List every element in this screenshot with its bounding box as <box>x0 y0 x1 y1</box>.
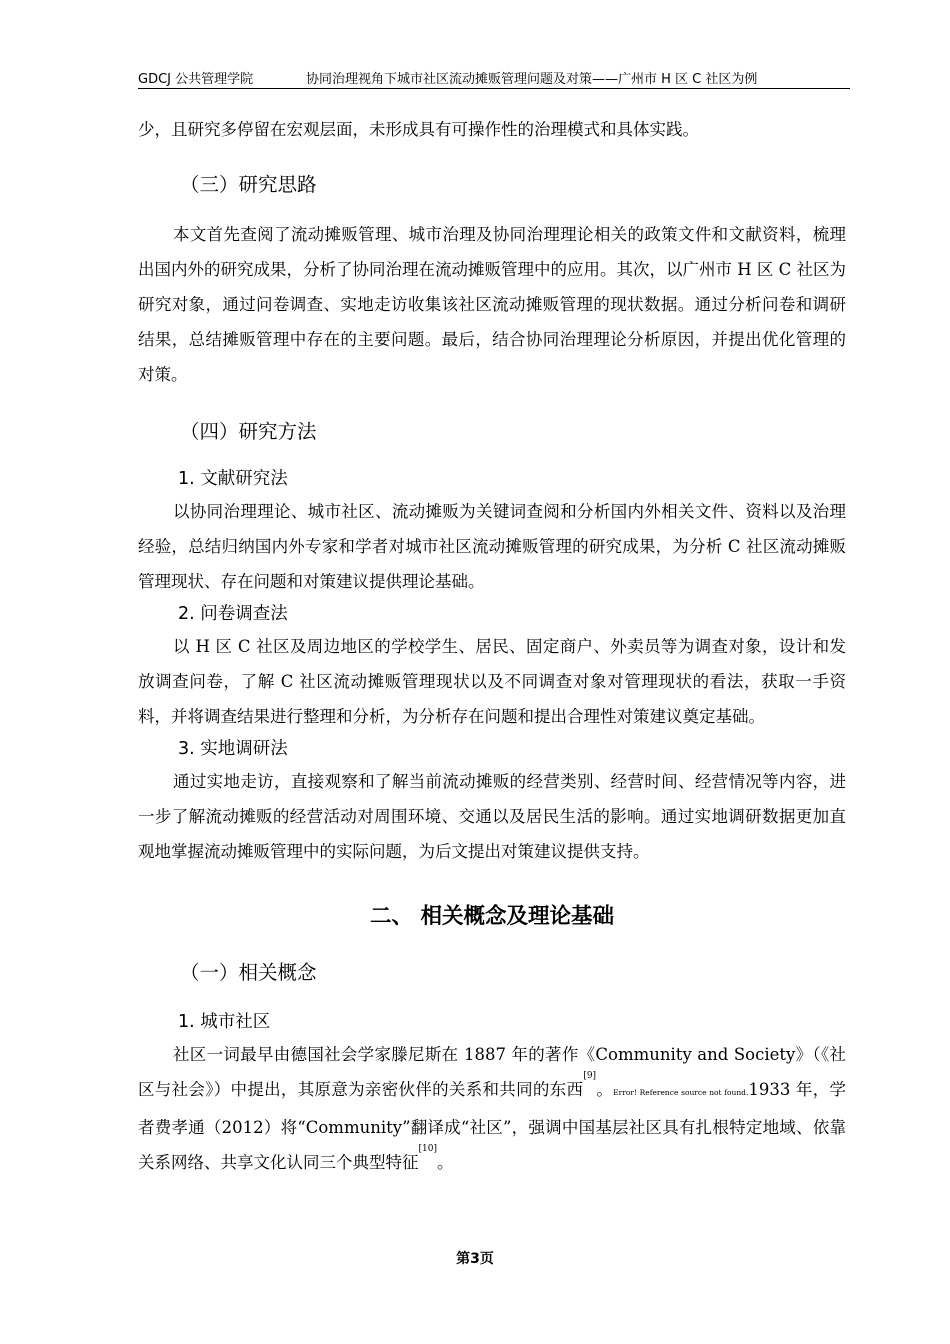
reference-error-text: Error! Reference source not found. <box>613 1088 749 1097</box>
method-2-heading: 2. 问卷调查法 <box>178 604 288 624</box>
concept-1-heading: 1. 城市社区 <box>178 1012 271 1032</box>
intro-paragraph: 少，且研究多停留在宏观层面，未形成具有可操作性的治理模式和具体实践。 <box>138 120 699 139</box>
citation-10: [10] <box>418 1144 437 1154</box>
method-3-paragraph: 通过实地走访，直接观察和了解当前流动摊贩的经营类别、经营时间、经营情况等内容，进一步了解流动摊贩的经营活动对周围环境、交通以及居民生活的影响。通过实地调研数据更加直观地掌握流动摊贩管理中的实际问题，为后文提出对策建议提供支持。 <box>138 772 846 861</box>
header-right-text: 协同治理视角下城市社区流动摊贩管理问题及对策——广州市 H 区 C 社区为例 <box>306 72 758 87</box>
page-number: 第3页 <box>456 1251 494 1267</box>
chapter-2-heading: 二、 相关概念及理论基础 <box>370 904 614 929</box>
method-1-heading: 1. 文献研究法 <box>178 469 288 489</box>
concept-1-text-d: 。 <box>436 1153 454 1172</box>
method-2-paragraph: 以 H 区 C 社区及周边地区的学校学生、居民、固定商户、外卖员等为调查对象，设计和发放调查问卷，了解 C 社区流动摊贩管理现状以及不同调查对象对管理现状的看法，获取一手资料，并将调查结果进行整理和分析，为分析存在问题和提出合理性对策建议奠定基础。 <box>138 637 846 726</box>
concept-1-text-a: 社区一词最早由德国社会学家滕尼斯在 1887 年的著作《Community and Society》（《社区与社会》）中提出，其原意为亲密伙伴的关系和共同的东西 <box>138 1045 846 1099</box>
chapter-2-section-1-heading: （一）相关概念 <box>180 961 317 984</box>
page-content <box>138 112 846 1180</box>
section-3-heading: （三）研究思路 <box>180 173 317 196</box>
citation-9: [9] <box>583 1071 597 1081</box>
concept-1-paragraph <box>138 1037 846 1180</box>
section-4-heading: （四）研究方法 <box>180 420 317 443</box>
method-3-heading: 3. 实地调研法 <box>178 739 288 759</box>
header-left-text: GDCJ 公共管理学院 <box>138 72 254 87</box>
concept-1-text-b: 。 <box>596 1080 614 1099</box>
section-3-paragraph: 本文首先查阅了流动摊贩管理、城市治理及协同治理理论相关的政策文件和文献资料，梳理出国内外的研究成果，分析了协同治理在流动摊贩管理中的应用。其次，以广州市 H 区 C 社区为研究对象，通过问卷调查、实地走访收集该社区流动摊贩管理的现状数据。通过分析问卷和调研结果，总结摊贩管理中存在的主要问题。最后，结合协同治理理论分析原因，并提出优化管理的对策。 <box>138 225 846 384</box>
page-header <box>138 66 850 89</box>
method-1-paragraph: 以协同治理理论、城市社区、流动摊贩为关键词查阅和分析国内外相关文件、资料以及治理经验，总结归纳国内外专家和学者对城市社区流动摊贩管理的研究成果，为分析 C 社区流动摊贩管理现状、存在问题和对策建议提供理论基础。 <box>138 502 846 591</box>
concept-1-text-c: 1933 年，学者费孝通（2012）将“Community”翻译成“社区”，强调中国基层社区具有扎根特定地域、依靠关系网络、共享文化认同三个典型特征 <box>138 1080 847 1172</box>
